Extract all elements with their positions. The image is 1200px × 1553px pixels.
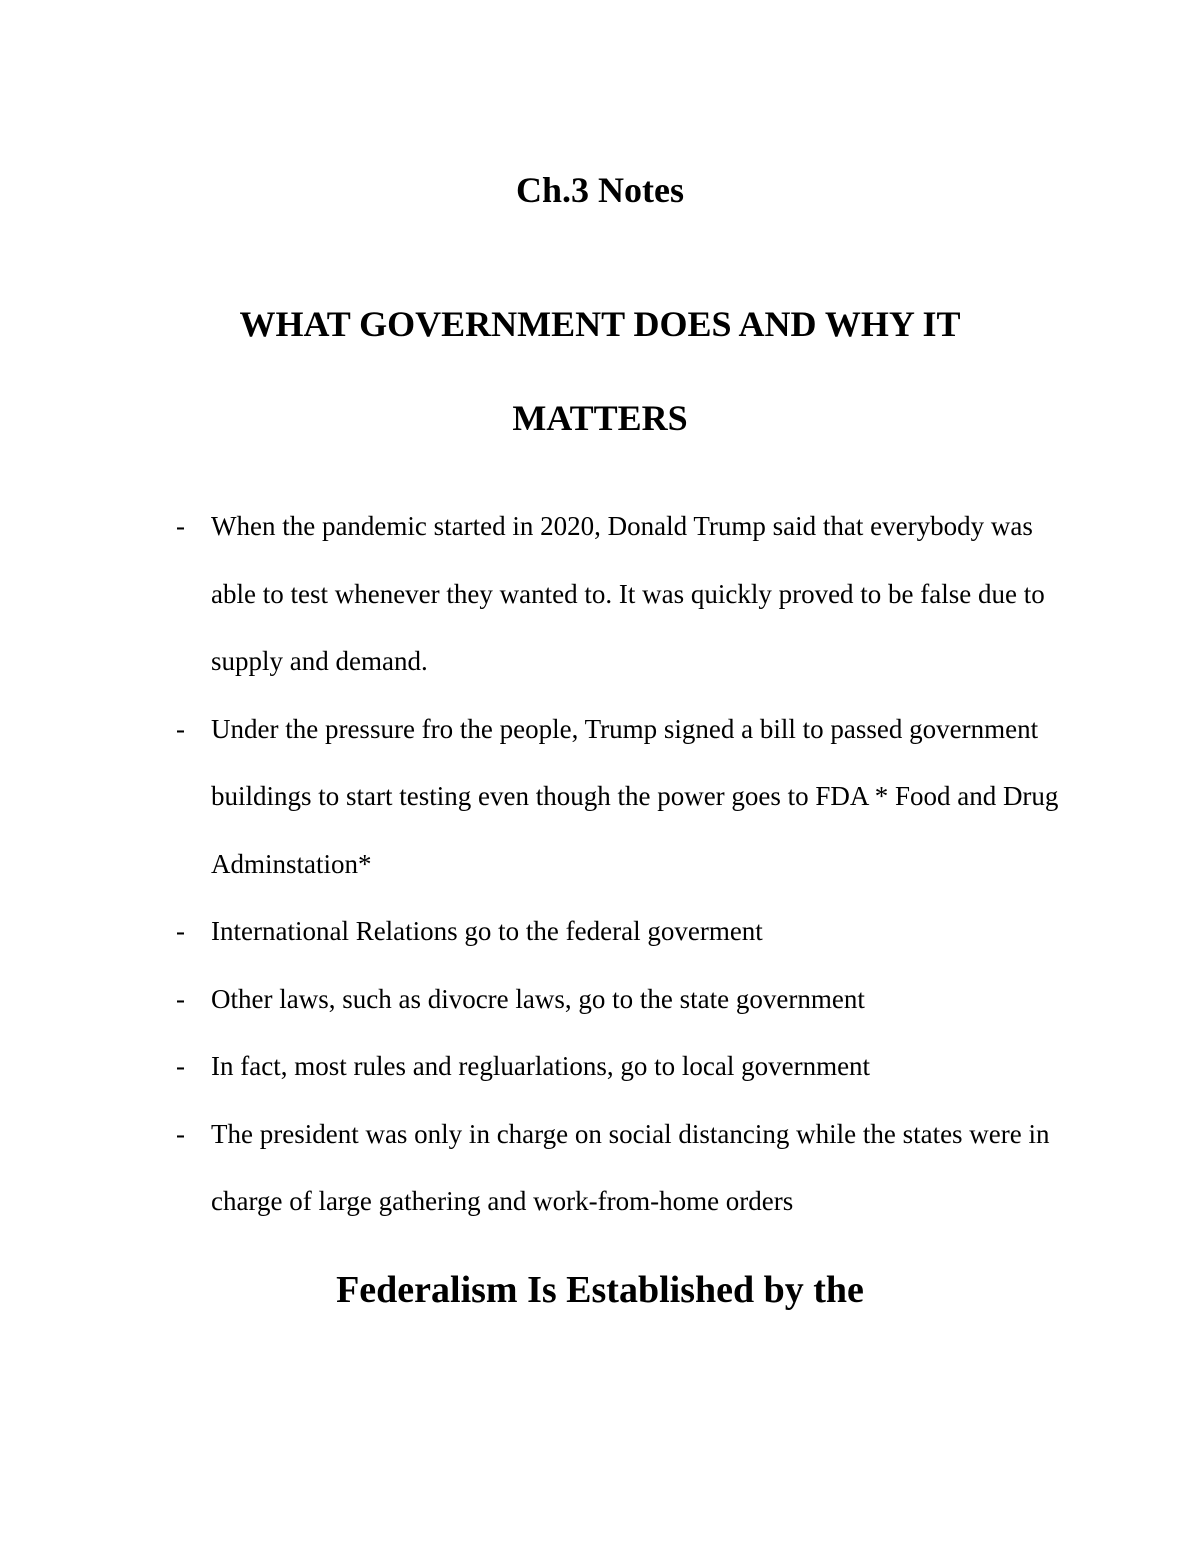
list-item [0,1101,1200,1236]
bullet-dash: - [176,511,185,541]
page-title: Ch.3 Notes [516,170,684,210]
bullet-dash: - [176,713,185,744]
list-item [0,898,1200,966]
list-item [0,696,1200,899]
note-text: When the pandemic started in 2020, Donald Trump said that everybody was able to test whenever they wanted to. It was quickly proved to be false due to supply and demand. [211,511,1045,676]
bullet-dash: - [176,1051,185,1081]
note-text: Other laws, such as divocre laws, go to the state government [211,983,865,1014]
page-subtitle: WHAT GOVERNMENT DOES AND WHY IT MATTERS [239,304,961,438]
list-item [0,966,1200,1034]
bullet-dash: - [176,1118,185,1149]
bullet-dash: - [176,983,185,1014]
note-text: Under the pressure fro the people, Trump signed a bill to passed government buildings to start testing even though the power goes to FDA * Food and Drug Adminstation* [211,713,1059,879]
note-text: In fact, most rules and regluarlations, go to local government [211,1051,871,1081]
section-heading: Federalism Is Established by the [336,1269,864,1311]
note-text: The president was only in charge on social distancing while the states were in charge of large gathering and work-from-home orders [211,1118,1050,1216]
bullet-dash: - [176,916,185,946]
list-item [0,1033,1200,1101]
list-item [0,493,1200,696]
note-text: International Relations go to the federal goverment [211,916,763,946]
notes-list [0,493,1200,1236]
